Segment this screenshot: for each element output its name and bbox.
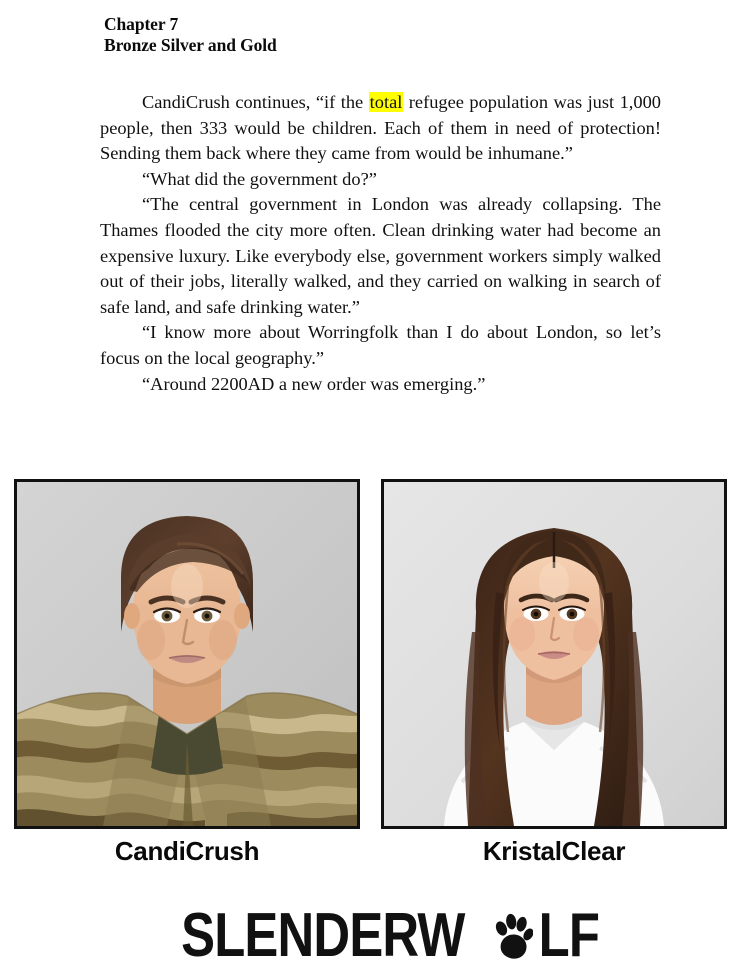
portrait-soldier-illustration [17,482,357,826]
slenderwolf-logo [0,903,756,969]
chapter-heading [104,14,664,56]
logo-text-before: SLENDERW [181,901,465,970]
figure-photo-candicrush [14,479,360,829]
logo-text-after: LF [538,901,600,970]
paragraph-1 [100,90,661,167]
paragraph-1-prefix: CandiCrush continues, “if the [142,92,369,112]
chapter-title: Bronze Silver and Gold [104,35,277,55]
logo-lockup [150,901,605,970]
chapter-number: Chapter 7 [104,14,179,34]
figure-caption-row [14,836,727,866]
paw-print-icon [493,913,533,963]
paragraph-1-suffix: refugee population was just 1,000 people, then 333 would be children. Each of them in need of protection! Sending them back where they came from would be inhumane.” [100,92,661,164]
figure-row [14,479,727,829]
paragraph-4: “I know more about Worringfolk than I do about London, so let’s focus on the local geography.” [100,322,661,368]
paragraph-3: “The central government in London was already collapsing. The Thames flooded the city more often. Clean drinking water had become an expensive luxury. Like everybody else, government workers simply walked out of their jobs, literally walked, and they carried on walking in search of safe land, and safe drinking water.” [100,194,661,317]
body-text [100,90,661,397]
portrait-teen-illustration [384,482,724,826]
paragraph-2: “What did the government do?” [142,168,377,189]
highlighted-word: total [369,92,403,112]
paragraph-5: “Around 2200AD a new order was emerging.” [142,373,486,394]
figure-caption-kristalclear: KristalClear [482,836,626,866]
figure-caption-candicrush: CandiCrush [114,836,260,866]
figure-photo-kristalclear [381,479,727,829]
